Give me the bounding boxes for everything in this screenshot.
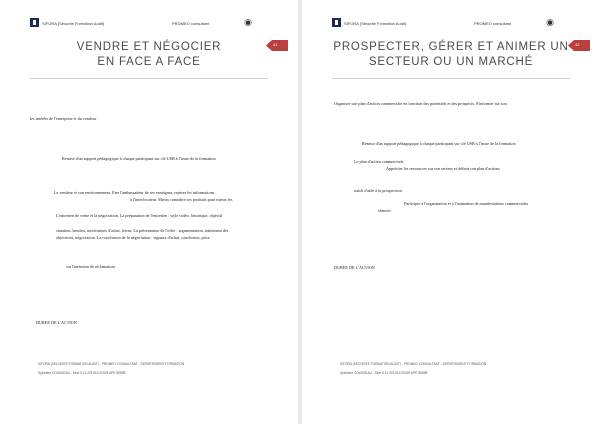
body-line: sur l'intention de réclamation (66, 264, 115, 269)
body-line: outils d'aide à la prospection (354, 188, 402, 193)
body-line: Le vendeur et son environnement. Etre l'ambassadeur de ses enseignes, repérer les informations (54, 190, 215, 195)
eye-icon: ◉ (546, 17, 554, 27)
body-line: à l'interlocuteur. Mieux connaître ses produits pour mieux les (130, 197, 233, 202)
title-line-1: VENDRE ET NÉGOCIER (76, 41, 222, 53)
sifora-logo-icon (332, 18, 341, 27)
title-line-2: EN FACE A FACE (97, 56, 201, 68)
body-line: Apprécier les ressources sur son secteur et définir son plan d'actions (386, 166, 501, 171)
right-page (302, 0, 600, 424)
body-line: situation, besoins, motivations d'achat, freins. La présentation de l'offre : argumentation, traitement des (56, 228, 229, 233)
page-title (332, 40, 570, 70)
body-line: L'entretien de vente et la négociation. La préparation de l'entretien : style vidéo, historique, objectif (56, 213, 223, 218)
footer-line: SIFORA (SECURITE FORMATION AUDIT) - PROMEO CONSULTANT - DEPARTEMENT FORMATION (340, 362, 487, 366)
sifora-logo-icon (30, 18, 39, 27)
title-divider (332, 78, 570, 79)
page-number: 41 (273, 42, 278, 47)
eye-icon: ◉ (244, 17, 252, 27)
footer-line: SIFORA (SECURITE FORMATION AUDIT) - PROMEO CONSULTANT - DEPARTEMENT FORMATION (38, 362, 185, 366)
title-divider (30, 78, 268, 79)
body-line: les intérêts de l'entreprise et du vendeur (30, 116, 97, 121)
body-line: Remise d'un support pédagogique à chaque participant sur clé USB à l'issue de la formation (362, 141, 516, 146)
body-line: objections, négociation. La conclusion de la négociation : signaux d'achat, conclusion, prise (56, 235, 210, 240)
header-unit: PROMEO consultant (474, 21, 512, 26)
section-duration: DUREE DE L'ACTION (36, 320, 77, 325)
page-number: 42 (575, 42, 580, 47)
header-org: SIFORA (Sécurité Formation Audit) (344, 21, 407, 26)
header-unit: PROMEO consultant (172, 21, 210, 26)
left-page (0, 0, 298, 424)
header-org: SIFORA (Sécurité Formation Audit) (42, 21, 105, 26)
body-line: Participer à l'organisation et à l'animation de manifestations commerciales (404, 201, 529, 206)
body-line: Remise d'un support pédagogique à chaque participant sur clé USB à l'issue de la formation (62, 156, 216, 161)
body-line: Le plan d'action commerciale (354, 159, 404, 164)
title-line-2: SECTEUR OU UN MARCHÉ (368, 56, 534, 68)
page-tab-arrow-icon[interactable] (568, 40, 590, 51)
body-line: séances (378, 208, 391, 213)
footer-line: Sylvestre COUSSEAU - Siret 5 11 475 814 00029 APE 8559B (340, 371, 428, 375)
page-title (30, 40, 268, 70)
page-tab-arrow-icon[interactable] (266, 40, 288, 51)
footer-line: Sylvestre COUSSEAU - Siret 5 11 475 814 00029 APE 8559B (38, 371, 126, 375)
title-line-1: PROSPECTER, GÉRER ET ANIMER UN (333, 41, 569, 53)
section-duration: DUREE DE L'ACTION (334, 265, 375, 270)
body-line: Organiser son plan d'action commerciale en fonction des potentiels et des prospects. S'informer sur son (334, 101, 507, 106)
